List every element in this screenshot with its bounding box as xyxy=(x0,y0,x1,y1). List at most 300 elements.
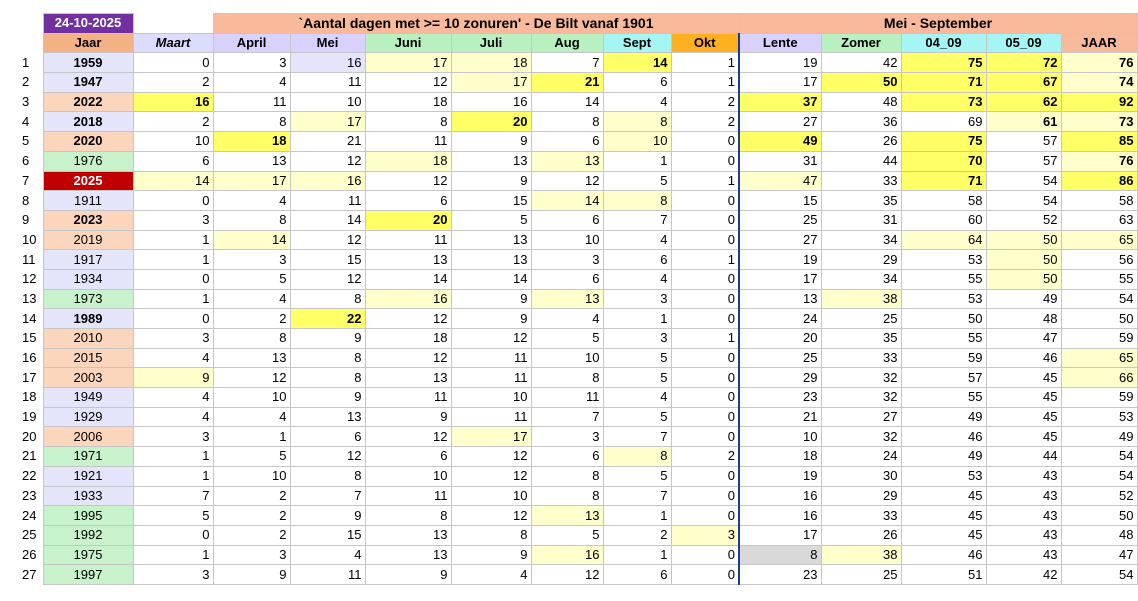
value-cell[interactable]: 20 xyxy=(365,210,451,230)
value-cell[interactable]: 13 xyxy=(739,289,821,309)
year-cell[interactable]: 2023 xyxy=(43,210,133,230)
year-cell[interactable]: 1995 xyxy=(43,506,133,526)
value-cell[interactable]: 18 xyxy=(365,151,451,171)
row-number[interactable]: 27 xyxy=(22,566,37,582)
value-cell[interactable]: 8 xyxy=(451,525,531,545)
value-cell[interactable]: 21 xyxy=(290,132,365,152)
value-cell[interactable]: 69 xyxy=(901,112,986,132)
value-cell[interactable]: 6 xyxy=(531,132,603,152)
value-cell[interactable]: 66 xyxy=(1061,368,1137,388)
row-number[interactable]: 12 xyxy=(22,271,37,287)
value-cell[interactable]: 17 xyxy=(365,53,451,73)
value-cell[interactable]: 16 xyxy=(290,53,365,73)
value-cell[interactable]: 34 xyxy=(821,269,901,289)
value-cell[interactable]: 0 xyxy=(671,407,739,427)
value-cell[interactable]: 32 xyxy=(821,388,901,408)
value-cell[interactable]: 71 xyxy=(901,73,986,93)
value-cell[interactable]: 10 xyxy=(739,427,821,447)
value-cell[interactable]: 32 xyxy=(821,368,901,388)
value-cell[interactable]: 59 xyxy=(1061,329,1137,349)
value-cell[interactable]: 13 xyxy=(365,525,451,545)
value-cell[interactable]: 12 xyxy=(531,565,603,585)
value-cell[interactable]: 3 xyxy=(603,289,671,309)
value-cell[interactable]: 24 xyxy=(821,447,901,467)
value-cell[interactable]: 44 xyxy=(986,447,1061,467)
value-cell[interactable]: 0 xyxy=(671,506,739,526)
value-cell[interactable]: 16 xyxy=(531,545,603,565)
value-cell[interactable]: 72 xyxy=(986,53,1061,73)
value-cell[interactable]: 20 xyxy=(451,112,531,132)
value-cell[interactable]: 58 xyxy=(901,191,986,211)
value-cell[interactable]: 43 xyxy=(986,525,1061,545)
value-cell[interactable]: 0 xyxy=(133,525,213,545)
value-cell[interactable]: 8 xyxy=(290,466,365,486)
year-cell[interactable]: 2010 xyxy=(43,329,133,349)
value-cell[interactable]: 54 xyxy=(1061,466,1137,486)
row-number[interactable]: 19 xyxy=(22,409,37,425)
value-cell[interactable]: 4 xyxy=(133,407,213,427)
value-cell[interactable]: 45 xyxy=(986,407,1061,427)
column-header-jaar[interactable]: Jaar xyxy=(43,33,133,53)
value-cell[interactable]: 11 xyxy=(290,565,365,585)
year-cell[interactable]: 1911 xyxy=(43,191,133,211)
value-cell[interactable]: 3 xyxy=(133,427,213,447)
value-cell[interactable]: 10 xyxy=(603,132,671,152)
value-cell[interactable]: 44 xyxy=(821,151,901,171)
value-cell[interactable]: 23 xyxy=(739,388,821,408)
value-cell[interactable]: 43 xyxy=(986,466,1061,486)
value-cell[interactable]: 12 xyxy=(451,447,531,467)
value-cell[interactable]: 12 xyxy=(365,348,451,368)
value-cell[interactable]: 45 xyxy=(901,486,986,506)
year-cell[interactable]: 1934 xyxy=(43,269,133,289)
value-cell[interactable]: 0 xyxy=(671,545,739,565)
value-cell[interactable]: 9 xyxy=(290,388,365,408)
value-cell[interactable]: 0 xyxy=(671,151,739,171)
value-cell[interactable]: 12 xyxy=(290,151,365,171)
value-cell[interactable]: 46 xyxy=(901,427,986,447)
value-cell[interactable]: 17 xyxy=(739,525,821,545)
value-cell[interactable]: 49 xyxy=(739,132,821,152)
column-header-04-09[interactable]: 04_09 xyxy=(901,33,986,53)
value-cell[interactable]: 45 xyxy=(901,506,986,526)
value-cell[interactable]: 12 xyxy=(451,466,531,486)
value-cell[interactable]: 1 xyxy=(671,171,739,191)
value-cell[interactable]: 73 xyxy=(1061,112,1137,132)
year-cell[interactable]: 1992 xyxy=(43,525,133,545)
value-cell[interactable]: 54 xyxy=(986,191,1061,211)
value-cell[interactable]: 73 xyxy=(901,92,986,112)
value-cell[interactable]: 12 xyxy=(451,506,531,526)
value-cell[interactable]: 2 xyxy=(213,506,290,526)
value-cell[interactable]: 1 xyxy=(671,73,739,93)
value-cell[interactable]: 7 xyxy=(603,427,671,447)
row-number[interactable]: 17 xyxy=(22,369,37,385)
value-cell[interactable]: 3 xyxy=(531,427,603,447)
row-number[interactable]: 8 xyxy=(22,192,30,208)
value-cell[interactable]: 22 xyxy=(290,309,365,329)
value-cell[interactable]: 50 xyxy=(986,230,1061,250)
value-cell[interactable]: 3 xyxy=(531,250,603,270)
value-cell[interactable]: 8 xyxy=(365,506,451,526)
row-number[interactable]: 21 xyxy=(22,448,37,464)
value-cell[interactable]: 12 xyxy=(451,329,531,349)
value-cell[interactable]: 10 xyxy=(290,92,365,112)
year-cell[interactable]: 2019 xyxy=(43,230,133,250)
value-cell[interactable]: 60 xyxy=(901,210,986,230)
year-cell[interactable]: 1971 xyxy=(43,447,133,467)
value-cell[interactable]: 0 xyxy=(671,309,739,329)
value-cell[interactable]: 8 xyxy=(603,112,671,132)
year-cell[interactable]: 2020 xyxy=(43,132,133,152)
value-cell[interactable]: 15 xyxy=(290,525,365,545)
value-cell[interactable]: 3 xyxy=(133,329,213,349)
value-cell[interactable]: 4 xyxy=(133,348,213,368)
value-cell[interactable]: 45 xyxy=(986,388,1061,408)
value-cell[interactable]: 29 xyxy=(821,486,901,506)
value-cell[interactable]: 0 xyxy=(671,427,739,447)
value-cell[interactable]: 13 xyxy=(365,368,451,388)
value-cell[interactable]: 0 xyxy=(671,368,739,388)
value-cell[interactable]: 0 xyxy=(133,53,213,73)
row-number[interactable]: 26 xyxy=(22,546,37,562)
value-cell[interactable]: 48 xyxy=(821,92,901,112)
value-cell[interactable]: 17 xyxy=(739,269,821,289)
value-cell[interactable]: 19 xyxy=(739,250,821,270)
row-number[interactable]: 14 xyxy=(22,310,37,326)
value-cell[interactable]: 0 xyxy=(671,230,739,250)
value-cell[interactable]: 8 xyxy=(290,289,365,309)
row-number[interactable]: 6 xyxy=(22,153,30,169)
row-number[interactable]: 2 xyxy=(22,74,30,90)
year-cell[interactable]: 1947 xyxy=(43,73,133,93)
value-cell[interactable]: 45 xyxy=(901,525,986,545)
value-cell[interactable]: 49 xyxy=(901,447,986,467)
value-cell[interactable]: 54 xyxy=(1061,565,1137,585)
value-cell[interactable]: 6 xyxy=(133,151,213,171)
value-cell[interactable]: 18 xyxy=(451,53,531,73)
value-cell[interactable]: 54 xyxy=(986,171,1061,191)
value-cell[interactable]: 46 xyxy=(986,348,1061,368)
year-cell[interactable]: 2022 xyxy=(43,92,133,112)
value-cell[interactable]: 58 xyxy=(1061,191,1137,211)
value-cell[interactable]: 6 xyxy=(531,447,603,467)
value-cell[interactable]: 1 xyxy=(133,289,213,309)
value-cell[interactable]: 76 xyxy=(1061,53,1137,73)
column-header-jaar[interactable]: JAAR xyxy=(1061,33,1137,53)
value-cell[interactable]: 4 xyxy=(603,269,671,289)
value-cell[interactable]: 11 xyxy=(451,348,531,368)
value-cell[interactable]: 8 xyxy=(213,112,290,132)
value-cell[interactable]: 16 xyxy=(290,171,365,191)
value-cell[interactable]: 0 xyxy=(671,269,739,289)
value-cell[interactable]: 57 xyxy=(986,151,1061,171)
value-cell[interactable]: 13 xyxy=(451,250,531,270)
value-cell[interactable]: 25 xyxy=(739,348,821,368)
value-cell[interactable]: 5 xyxy=(213,269,290,289)
year-cell[interactable]: 1989 xyxy=(43,309,133,329)
value-cell[interactable]: 4 xyxy=(290,545,365,565)
value-cell[interactable]: 43 xyxy=(986,486,1061,506)
row-number[interactable]: 4 xyxy=(22,113,30,129)
row-number[interactable]: 13 xyxy=(22,290,37,306)
value-cell[interactable]: 10 xyxy=(451,486,531,506)
value-cell[interactable]: 0 xyxy=(671,388,739,408)
value-cell[interactable]: 51 xyxy=(901,565,986,585)
value-cell[interactable]: 14 xyxy=(365,269,451,289)
value-cell[interactable]: 59 xyxy=(901,348,986,368)
value-cell[interactable]: 42 xyxy=(986,565,1061,585)
value-cell[interactable]: 63 xyxy=(1061,210,1137,230)
value-cell[interactable]: 9 xyxy=(451,289,531,309)
value-cell[interactable]: 7 xyxy=(531,53,603,73)
value-cell[interactable]: 27 xyxy=(739,112,821,132)
value-cell[interactable]: 1 xyxy=(671,53,739,73)
value-cell[interactable]: 76 xyxy=(1061,151,1137,171)
value-cell[interactable]: 50 xyxy=(986,250,1061,270)
value-cell[interactable]: 13 xyxy=(213,348,290,368)
value-cell[interactable]: 6 xyxy=(603,73,671,93)
value-cell[interactable]: 13 xyxy=(531,151,603,171)
value-cell[interactable]: 10 xyxy=(451,388,531,408)
value-cell[interactable]: 8 xyxy=(603,447,671,467)
value-cell[interactable]: 3 xyxy=(213,545,290,565)
value-cell[interactable]: 47 xyxy=(739,171,821,191)
row-number[interactable]: 20 xyxy=(22,428,37,444)
value-cell[interactable]: 5 xyxy=(603,171,671,191)
value-cell[interactable]: 8 xyxy=(213,329,290,349)
value-cell[interactable]: 6 xyxy=(531,210,603,230)
column-header-lente[interactable]: Lente xyxy=(739,33,821,53)
value-cell[interactable]: 11 xyxy=(365,388,451,408)
value-cell[interactable]: 70 xyxy=(901,151,986,171)
value-cell[interactable]: 47 xyxy=(986,329,1061,349)
value-cell[interactable]: 2 xyxy=(671,112,739,132)
value-cell[interactable]: 2 xyxy=(603,525,671,545)
value-cell[interactable]: 54 xyxy=(1061,447,1137,467)
value-cell[interactable]: 8 xyxy=(531,368,603,388)
value-cell[interactable]: 31 xyxy=(821,210,901,230)
value-cell[interactable]: 14 xyxy=(133,171,213,191)
value-cell[interactable]: 2 xyxy=(133,73,213,93)
value-cell[interactable]: 12 xyxy=(365,309,451,329)
value-cell[interactable]: 17 xyxy=(451,73,531,93)
value-cell[interactable]: 4 xyxy=(603,388,671,408)
value-cell[interactable]: 9 xyxy=(365,407,451,427)
column-header-zomer[interactable]: Zomer xyxy=(821,33,901,53)
value-cell[interactable]: 49 xyxy=(986,289,1061,309)
value-cell[interactable]: 0 xyxy=(671,289,739,309)
value-cell[interactable]: 56 xyxy=(1061,250,1137,270)
value-cell[interactable]: 0 xyxy=(671,565,739,585)
value-cell[interactable]: 5 xyxy=(531,329,603,349)
value-cell[interactable]: 48 xyxy=(986,309,1061,329)
value-cell[interactable]: 7 xyxy=(603,210,671,230)
row-number[interactable]: 18 xyxy=(22,389,37,405)
value-cell[interactable]: 5 xyxy=(603,348,671,368)
value-cell[interactable]: 9 xyxy=(290,506,365,526)
value-cell[interactable]: 12 xyxy=(290,230,365,250)
value-cell[interactable]: 30 xyxy=(821,466,901,486)
value-cell[interactable]: 1 xyxy=(133,545,213,565)
value-cell[interactable]: 0 xyxy=(671,132,739,152)
value-cell[interactable]: 11 xyxy=(365,230,451,250)
value-cell[interactable]: 8 xyxy=(290,368,365,388)
value-cell[interactable]: 5 xyxy=(213,447,290,467)
value-cell[interactable]: 13 xyxy=(365,250,451,270)
value-cell[interactable]: 13 xyxy=(365,545,451,565)
value-cell[interactable]: 92 xyxy=(1061,92,1137,112)
value-cell[interactable]: 23 xyxy=(739,565,821,585)
value-cell[interactable]: 29 xyxy=(739,368,821,388)
value-cell[interactable]: 25 xyxy=(821,309,901,329)
column-header-okt[interactable]: Okt xyxy=(671,33,739,53)
value-cell[interactable]: 11 xyxy=(531,388,603,408)
value-cell[interactable]: 1 xyxy=(671,329,739,349)
value-cell[interactable]: 50 xyxy=(986,269,1061,289)
column-header-05-09[interactable]: 05_09 xyxy=(986,33,1061,53)
value-cell[interactable]: 65 xyxy=(1061,348,1137,368)
value-cell[interactable]: 14 xyxy=(531,92,603,112)
value-cell[interactable]: 7 xyxy=(133,486,213,506)
value-cell[interactable]: 86 xyxy=(1061,171,1137,191)
value-cell[interactable]: 45 xyxy=(986,368,1061,388)
value-cell[interactable]: 9 xyxy=(451,171,531,191)
value-cell[interactable]: 47 xyxy=(1061,545,1137,565)
column-header-april[interactable]: April xyxy=(213,33,290,53)
value-cell[interactable]: 1 xyxy=(603,151,671,171)
value-cell[interactable]: 15 xyxy=(290,250,365,270)
value-cell[interactable]: 15 xyxy=(739,191,821,211)
value-cell[interactable]: 12 xyxy=(531,171,603,191)
value-cell[interactable]: 1 xyxy=(671,250,739,270)
value-cell[interactable]: 18 xyxy=(739,447,821,467)
value-cell[interactable]: 61 xyxy=(986,112,1061,132)
year-cell[interactable]: 1929 xyxy=(43,407,133,427)
value-cell[interactable]: 10 xyxy=(213,466,290,486)
value-cell[interactable]: 33 xyxy=(821,171,901,191)
value-cell[interactable]: 8 xyxy=(531,486,603,506)
row-number[interactable]: 22 xyxy=(22,468,37,484)
year-cell[interactable]: 1921 xyxy=(43,466,133,486)
value-cell[interactable]: 19 xyxy=(739,466,821,486)
value-cell[interactable]: 10 xyxy=(133,132,213,152)
value-cell[interactable]: 18 xyxy=(213,132,290,152)
value-cell[interactable]: 6 xyxy=(603,250,671,270)
value-cell[interactable]: 7 xyxy=(603,486,671,506)
value-cell[interactable]: 9 xyxy=(365,565,451,585)
value-cell[interactable]: 20 xyxy=(739,329,821,349)
value-cell[interactable]: 55 xyxy=(901,269,986,289)
value-cell[interactable]: 4 xyxy=(451,565,531,585)
value-cell[interactable]: 12 xyxy=(365,427,451,447)
value-cell[interactable]: 53 xyxy=(1061,407,1137,427)
value-cell[interactable]: 53 xyxy=(901,289,986,309)
value-cell[interactable]: 26 xyxy=(821,525,901,545)
value-cell[interactable]: 53 xyxy=(901,466,986,486)
value-cell[interactable]: 1 xyxy=(603,506,671,526)
value-cell[interactable]: 74 xyxy=(1061,73,1137,93)
value-cell[interactable]: 2 xyxy=(213,486,290,506)
value-cell[interactable]: 33 xyxy=(821,506,901,526)
value-cell[interactable]: 62 xyxy=(986,92,1061,112)
value-cell[interactable]: 0 xyxy=(133,191,213,211)
value-cell[interactable]: 43 xyxy=(986,506,1061,526)
year-cell[interactable]: 1976 xyxy=(43,151,133,171)
value-cell[interactable]: 9 xyxy=(451,545,531,565)
value-cell[interactable]: 8 xyxy=(531,112,603,132)
value-cell[interactable]: 52 xyxy=(986,210,1061,230)
value-cell[interactable]: 25 xyxy=(821,565,901,585)
value-cell[interactable]: 9 xyxy=(451,309,531,329)
value-cell[interactable]: 11 xyxy=(365,486,451,506)
value-cell[interactable]: 9 xyxy=(213,565,290,585)
value-cell[interactable]: 12 xyxy=(290,447,365,467)
value-cell[interactable]: 29 xyxy=(821,250,901,270)
value-cell[interactable]: 4 xyxy=(133,388,213,408)
value-cell[interactable]: 5 xyxy=(603,466,671,486)
value-cell[interactable]: 0 xyxy=(671,466,739,486)
row-number[interactable]: 11 xyxy=(22,251,36,267)
value-cell[interactable]: 52 xyxy=(1061,486,1137,506)
value-cell[interactable]: 13 xyxy=(531,289,603,309)
value-cell[interactable]: 5 xyxy=(531,525,603,545)
value-cell[interactable]: 9 xyxy=(290,329,365,349)
value-cell[interactable]: 75 xyxy=(901,132,986,152)
year-cell[interactable]: 2025 xyxy=(43,171,133,191)
year-cell[interactable]: 1959 xyxy=(43,53,133,73)
value-cell[interactable]: 0 xyxy=(133,269,213,289)
value-cell[interactable]: 0 xyxy=(671,210,739,230)
value-cell[interactable]: 43 xyxy=(986,545,1061,565)
value-cell[interactable]: 4 xyxy=(213,73,290,93)
value-cell[interactable]: 21 xyxy=(739,407,821,427)
value-cell[interactable]: 32 xyxy=(821,427,901,447)
value-cell[interactable]: 59 xyxy=(1061,388,1137,408)
value-cell[interactable]: 65 xyxy=(1061,230,1137,250)
value-cell[interactable]: 12 xyxy=(365,171,451,191)
value-cell[interactable]: 8 xyxy=(365,112,451,132)
row-number[interactable]: 1 xyxy=(22,54,30,70)
value-cell[interactable]: 21 xyxy=(531,73,603,93)
value-cell[interactable]: 49 xyxy=(1061,427,1137,447)
value-cell[interactable]: 12 xyxy=(213,368,290,388)
value-cell[interactable]: 16 xyxy=(451,92,531,112)
value-cell[interactable]: 17 xyxy=(213,171,290,191)
value-cell[interactable]: 4 xyxy=(213,407,290,427)
value-cell[interactable]: 6 xyxy=(603,565,671,585)
value-cell[interactable]: 2 xyxy=(213,525,290,545)
date-cell[interactable]: 24-10-2025 xyxy=(43,14,133,34)
value-cell[interactable]: 4 xyxy=(213,191,290,211)
value-cell[interactable]: 12 xyxy=(365,73,451,93)
value-cell[interactable]: 1 xyxy=(603,545,671,565)
value-cell[interactable]: 35 xyxy=(821,329,901,349)
value-cell[interactable]: 45 xyxy=(986,427,1061,447)
value-cell[interactable]: 37 xyxy=(739,92,821,112)
value-cell[interactable]: 26 xyxy=(821,132,901,152)
value-cell[interactable]: 38 xyxy=(821,545,901,565)
value-cell[interactable]: 55 xyxy=(901,329,986,349)
row-number[interactable]: 9 xyxy=(22,212,30,228)
value-cell[interactable]: 33 xyxy=(821,348,901,368)
value-cell[interactable]: 6 xyxy=(290,427,365,447)
value-cell[interactable]: 36 xyxy=(821,112,901,132)
value-cell[interactable]: 42 xyxy=(821,53,901,73)
value-cell[interactable]: 16 xyxy=(365,289,451,309)
value-cell[interactable]: 4 xyxy=(603,92,671,112)
value-cell[interactable]: 1 xyxy=(133,230,213,250)
